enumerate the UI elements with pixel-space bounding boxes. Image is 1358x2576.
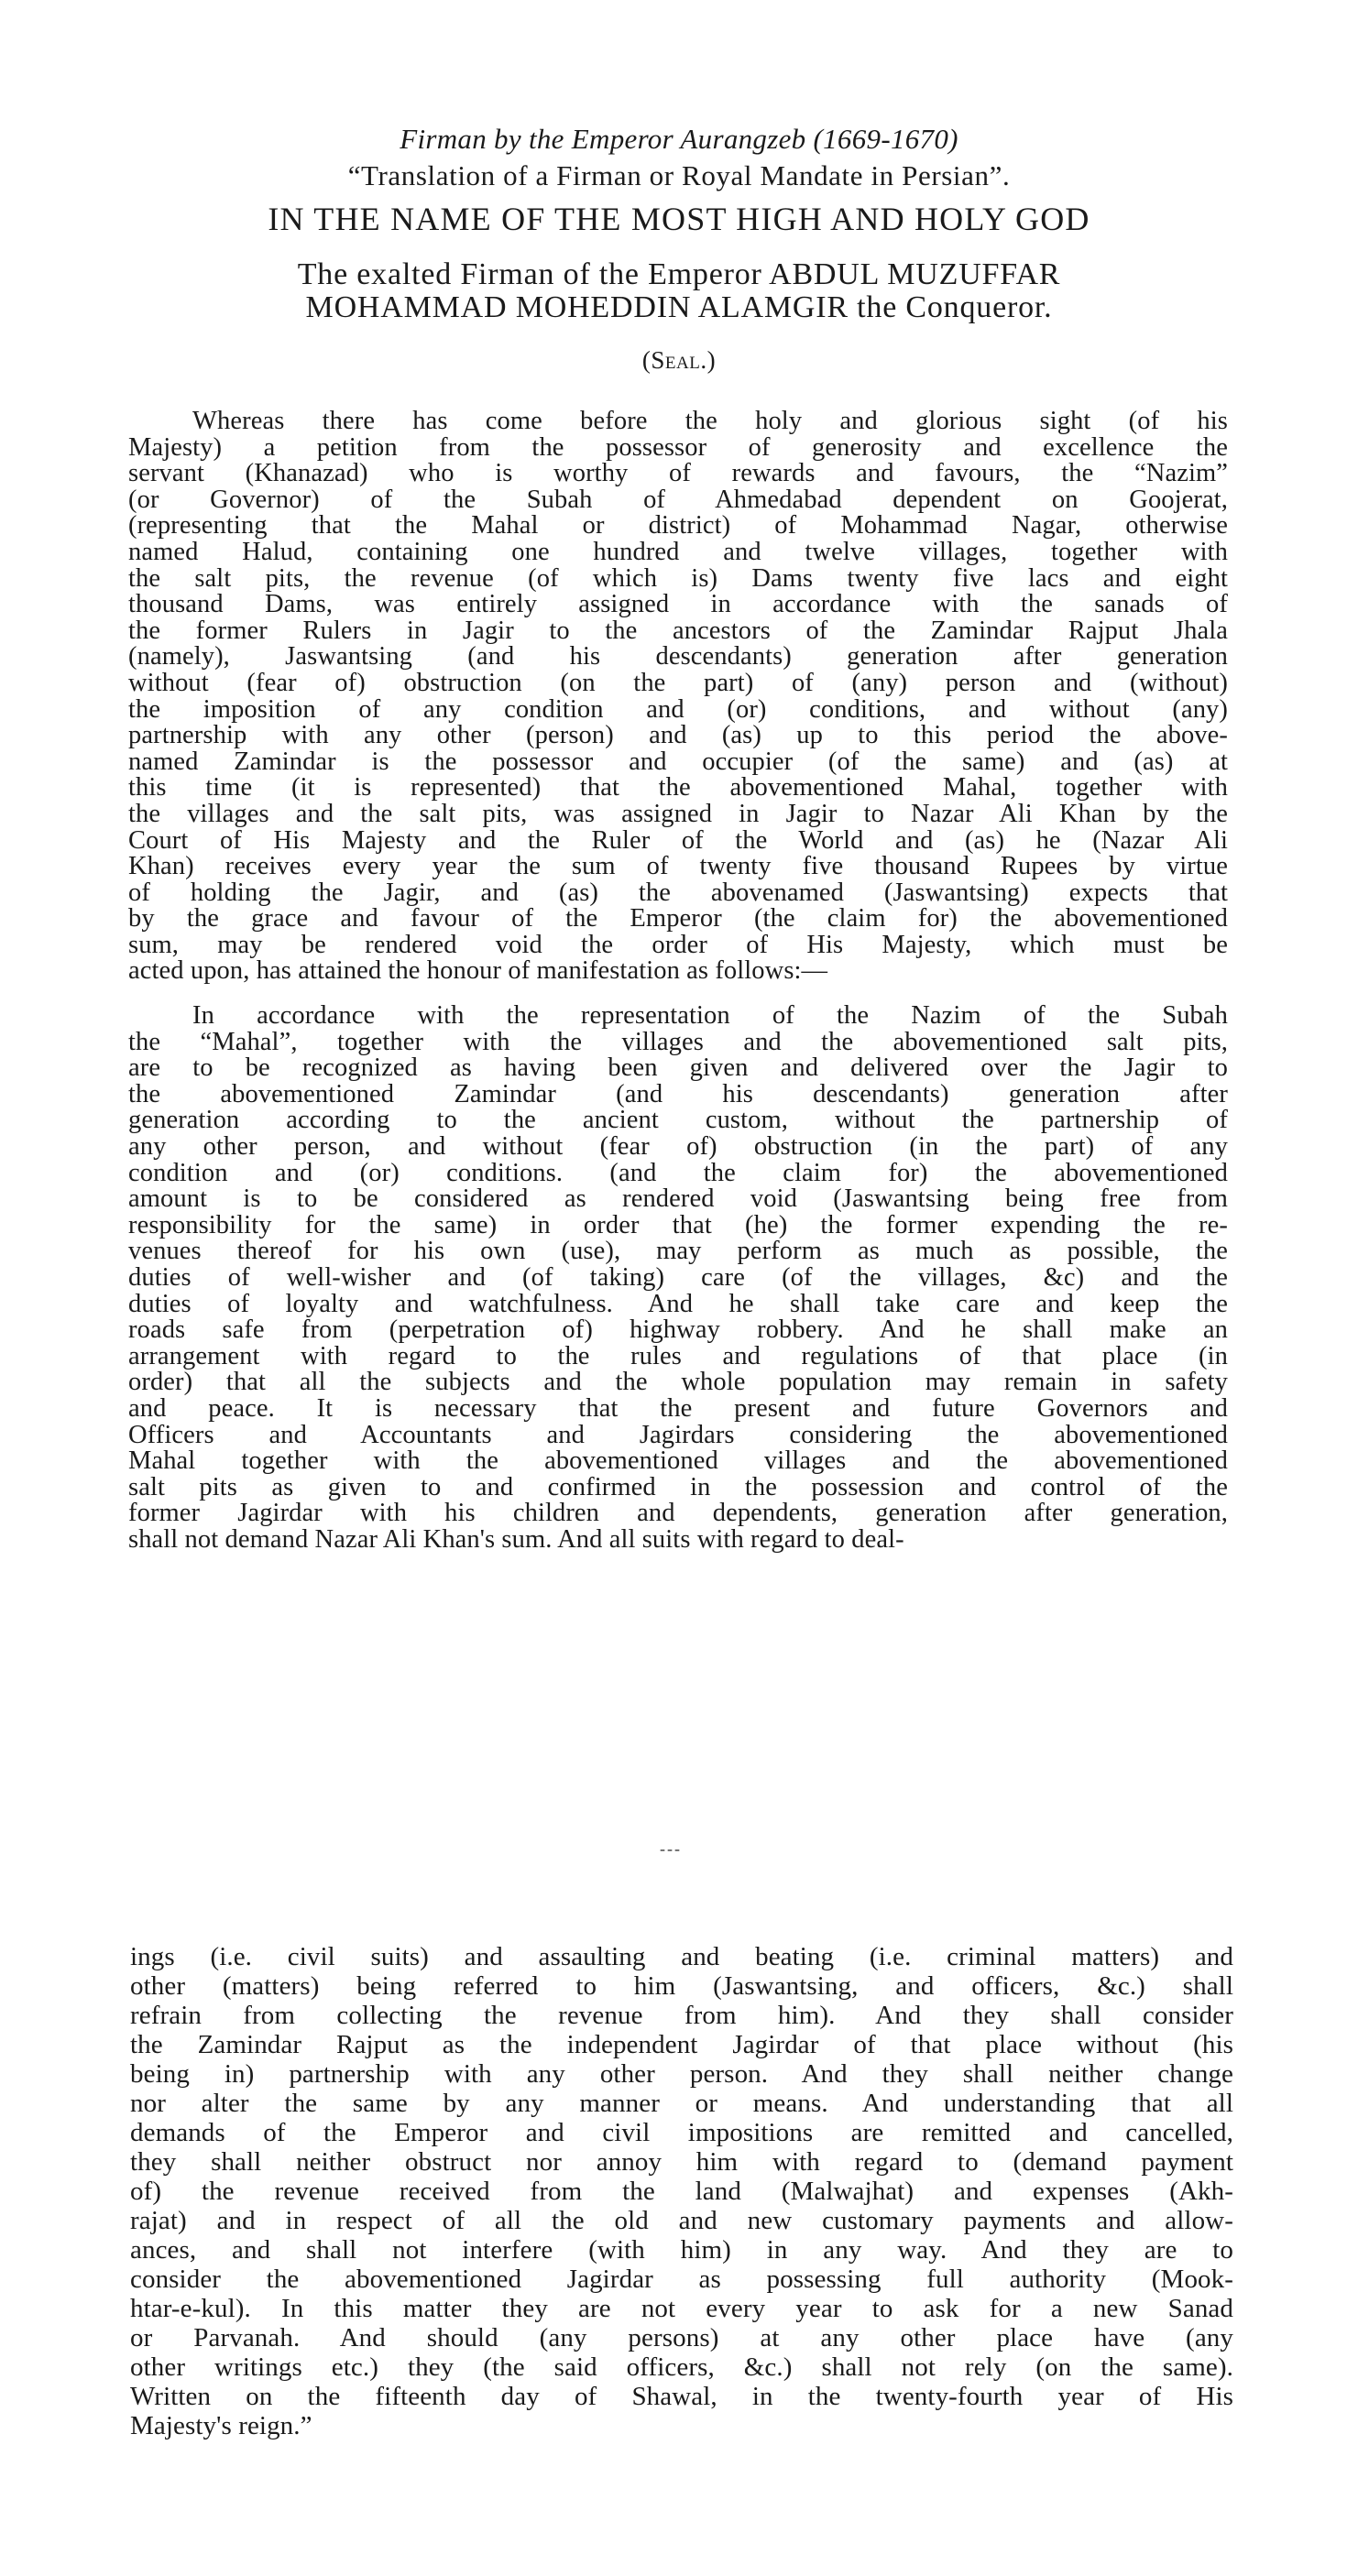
invocation-heading: IN THE NAME OF THE MOST HIGH AND HOLY GOD xyxy=(268,201,1090,237)
page-break-marker: --- xyxy=(660,1839,682,1858)
text-line: arrangement with regard to the rules and regulations of that place (in xyxy=(128,1341,1228,1370)
text-line: In accordance with the representation of the Nazim of the Subah xyxy=(192,1001,1228,1031)
firman-body-page-2 xyxy=(130,1942,1233,2440)
text-line: the imposition of any condition and (or) conditions, and without (any) xyxy=(128,694,1228,724)
text-line: of holding the Jagir, and (as) the abovenamed (Jaswantsing) expects that xyxy=(128,878,1228,907)
text-line: this time (it is represented) that the abovementioned Mahal, together with xyxy=(128,773,1228,802)
text-line: being in) partnership with any other person. And they shall neither change xyxy=(130,2059,1233,2089)
text-line: the villages and the salt pits, was assigned in Jagir to Nazar Ali Khan by the xyxy=(128,799,1228,828)
text-line: demands of the Emperor and civil impositions are remitted and cancelled, xyxy=(130,2118,1233,2147)
text-line: responsibility for the same) in order that (he) the former expending the re- xyxy=(128,1210,1228,1239)
text-line: any other person, and without (fear of) obstruction (in the part) of any xyxy=(128,1132,1228,1162)
source-attribution: Firman by the Emperor Aurangzeb (1669-1670) xyxy=(400,123,958,155)
exalted-firman-heading xyxy=(0,258,1358,324)
text-line: Officers and Accountants and Jagirdars considering the abovementioned xyxy=(128,1420,1228,1449)
text-line: roads safe from (perpetration of) highway robbery. And he shall make an xyxy=(128,1315,1228,1345)
text-line: Majesty) a petition from the possessor of generosity and excellence the xyxy=(128,432,1228,462)
text-line: the abovementioned Zamindar (and his descendants) generation after xyxy=(128,1079,1228,1108)
firman-body-page-1 xyxy=(128,409,1228,1554)
text-line: (or Governor) of the Subah of Ahmedabad dependent on Goojerat, xyxy=(128,485,1228,514)
text-line: salt pits as given to and confirmed in the possession and control of the xyxy=(128,1472,1228,1501)
text-line: former Jagirdar with his children and dependents, generation after generation, xyxy=(128,1499,1228,1528)
text-line: sum, may be rendered void the order of His Majesty, which must be xyxy=(128,930,1228,959)
paragraph-order xyxy=(128,1003,1228,1553)
text-line: shall not demand Nazar Ali Khan's sum. And all suits with regard to deal- xyxy=(128,1524,904,1554)
text-line: (namely), Jaswantsing (and his descendants) generation after generation xyxy=(128,642,1228,671)
text-line: of) the revenue received from the land (Malwajhat) and expenses (Akh- xyxy=(130,2177,1233,2206)
text-line: the Zamindar Rajput as the independent Jagirdar of that place without (his xyxy=(130,2030,1233,2059)
text-line: duties of well-wisher and (of taking) care (of the villages, &c) and the xyxy=(128,1263,1228,1292)
translation-title: “Translation of a Firman or Royal Mandate in Persian”. xyxy=(347,159,1011,191)
text-line: refrain from collecting the revenue from him). And they shall consider xyxy=(130,2001,1233,2030)
text-line: venues thereof for his own (use), may perform as much as possible, the xyxy=(128,1237,1228,1266)
text-line: without (fear of) obstruction (on the part) of (any) person and (without) xyxy=(128,668,1228,697)
text-line: duties of loyalty and watchfulness. And he shall take care and keep the xyxy=(128,1289,1228,1318)
seal-label: (Seal.) xyxy=(641,346,717,374)
text-line: named Zamindar is the possessor and occupier (of the same) and (as) at xyxy=(128,747,1228,776)
text-line: or Parvanah. And should (any persons) at any other place have (any xyxy=(130,2323,1233,2352)
text-line: ances, and shall not interfere (with him) in any way. And they are to xyxy=(130,2235,1233,2265)
text-line: and peace. It is necessary that the present and future Governors and xyxy=(128,1393,1228,1423)
paragraph-continuation xyxy=(130,1942,1233,2440)
text-line: are to be recognized as having been given and delivered over the Jagir to xyxy=(128,1053,1228,1083)
text-line: the former Rulers in Jagir to the ancestors of the Zamindar Rajput Jhala xyxy=(128,616,1228,645)
text-line: partnership with any other (person) and (as) up to this period the above- xyxy=(128,721,1228,750)
text-line: Mahal together with the abovementioned villages and the abovementioned xyxy=(128,1446,1228,1476)
exalted-heading-line-2: MOHAMMAD MOHEDDIN ALAMGIR the Conqueror. xyxy=(305,290,1053,324)
text-line: Court of His Majesty and the Ruler of the World and (as) he (Nazar Ali xyxy=(128,825,1228,855)
text-line: they shall neither obstruct nor annoy him with regard to (demand payment xyxy=(130,2147,1233,2177)
text-line: the salt pits, the revenue (of which is) Dams twenty five lacs and eight xyxy=(128,563,1228,593)
text-line: ings (i.e. civil suits) and assaulting and beating (i.e. criminal matters) and xyxy=(130,1942,1233,1971)
text-line: by the grace and favour of the Emperor (the claim for) the abovementioned xyxy=(128,904,1228,933)
text-line: order) that all the subjects and the whole population may remain in safety xyxy=(128,1368,1228,1397)
text-line: amount is to be considered as rendered void (Jaswantsing being free from xyxy=(128,1184,1228,1214)
text-line: other writings etc.) they (the said officers, &c.) shall not rely (on the same). xyxy=(130,2352,1233,2382)
text-line: acted upon, has attained the honour of manifestation as follows:— xyxy=(128,956,828,986)
text-line: Khan) receives every year the sum of twenty five thousand Rupees by virtue xyxy=(128,852,1228,881)
text-line: thousand Dams, was entirely assigned in accordance with the sanads of xyxy=(128,590,1228,619)
text-line: rajat) and in respect of all the old and new customary payments and allow- xyxy=(130,2206,1233,2235)
exalted-heading-line-1: The exalted Firman of the Emperor ABDUL MUZUFFAR xyxy=(297,257,1061,291)
text-line: (representing that the Mahal or district) of Mohammad Nagar, otherwise xyxy=(128,511,1228,540)
text-line: htar-e-kul). In this matter they are not every year to ask for a new Sanad xyxy=(130,2294,1233,2323)
text-line: named Halud, containing one hundred and twelve villages, together with xyxy=(128,537,1228,566)
text-line: generation according to the ancient custom, without the partnership of xyxy=(128,1106,1228,1135)
paragraph-petition xyxy=(128,409,1228,985)
text-line: consider the abovementioned Jagirdar as possessing full authority (Mook- xyxy=(130,2265,1233,2294)
text-line: nor alter the same by any manner or means. And understanding that all xyxy=(130,2089,1233,2118)
text-line: Written on the fifteenth day of Shawal, in the twenty-fourth year of His xyxy=(130,2382,1233,2411)
text-line: condition and (or) conditions. (and the claim for) the abovementioned xyxy=(128,1158,1228,1187)
text-line: other (matters) being referred to him (Jaswantsing, and officers, &c.) shall xyxy=(130,1971,1233,2001)
text-line: Whereas there has come before the holy and glorious sight (of his xyxy=(192,407,1228,435)
text-line: the “Mahal”, together with the villages and the abovementioned salt pits, xyxy=(128,1027,1228,1056)
text-line: Majesty's reign.” xyxy=(130,2411,312,2440)
text-line: servant (Khanazad) who is worthy of rewards and favours, the “Nazim” xyxy=(128,459,1228,488)
